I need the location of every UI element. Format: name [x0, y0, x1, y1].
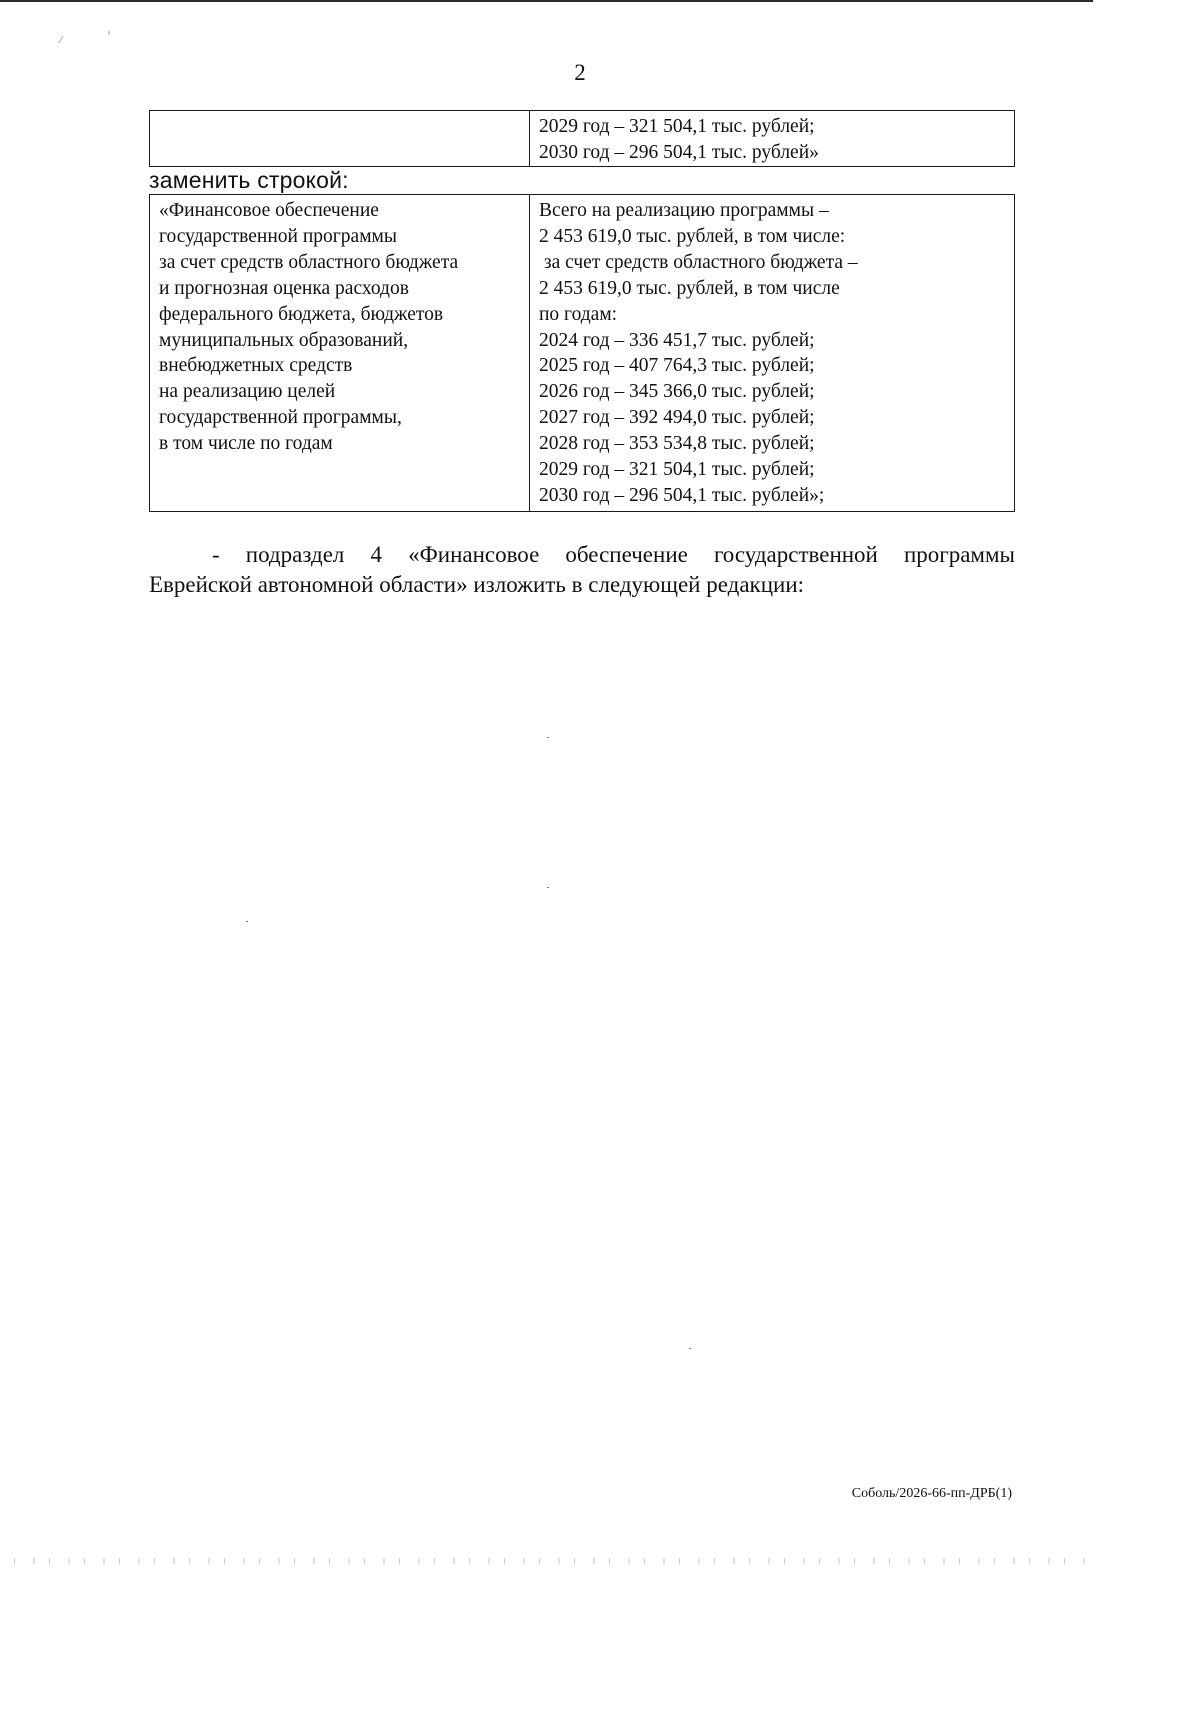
cell-line: 2024 год – 336 451,7 тыс. рублей;: [539, 329, 815, 351]
cell-line: и прогнозная оценка расходов: [159, 277, 409, 299]
page-number: 2: [574, 60, 586, 85]
cell-line: 2025 год – 407 764,3 тыс. рублей;: [539, 355, 815, 377]
cell-line: 2030 год – 296 504,1 тыс. рублей»: [539, 141, 819, 163]
table-cell-left: [150, 195, 530, 512]
cell-line: на реализацию целей: [159, 381, 336, 403]
scan-bottom-edge: [0, 1558, 1093, 1564]
scan-speck: [689, 1348, 691, 1349]
cell-line: муниципальных образований,: [159, 329, 409, 351]
cell-line: государственной программы,: [159, 407, 402, 429]
cell-line: государственной программы: [159, 225, 397, 247]
cell-line: 2029 год – 321 504,1 тыс. рублей;: [539, 459, 815, 481]
cell-line: 2028 год – 353 534,8 тыс. рублей;: [539, 433, 815, 455]
cell-line: 2029 год – 321 504,1 тыс. рублей;: [539, 116, 815, 137]
cell-line: внебюджетных средств: [159, 355, 353, 377]
scan-speck: [547, 737, 549, 738]
continued-table: [149, 110, 1015, 167]
table-row: [150, 111, 1015, 167]
cell-line: 2 453 619,0 тыс. рублей, в том числе:: [539, 225, 846, 247]
table-row: [150, 195, 1015, 512]
cell-line: в том числе по годам: [159, 433, 333, 455]
table-cell-right: [530, 195, 1015, 512]
scan-mark: ⁄: [60, 35, 62, 46]
document-code: Соболь/2026-66-пп-ДРБ(1): [851, 1486, 1012, 1501]
cell-line: 2027 год – 392 494,0 тыс. рублей;: [539, 407, 815, 429]
cell-line: «Финансовое обеспечение: [159, 200, 379, 221]
table-cell-right: [530, 111, 1015, 167]
cell-line: за счет средств областного бюджета: [159, 251, 459, 273]
cell-line: за счет средств областного бюджета –: [539, 251, 858, 273]
cell-line: 2030 год – 296 504,1 тыс. рублей»;: [539, 484, 825, 506]
table-cell-left: [150, 111, 530, 167]
amendment-paragraph-line2: Еврейской автономной области» изложить в следующей редакции:: [149, 572, 805, 597]
cell-line: Всего на реализацию программы –: [539, 200, 829, 221]
replace-label: заменить строкой:: [149, 167, 349, 193]
scan-top-edge: [0, 0, 1093, 2]
cell-line: 2026 год – 345 366,0 тыс. рублей;: [539, 381, 815, 403]
amendment-paragraph-line1: - подраздел 4 «Финансовое обеспечение государственной программы: [212, 542, 1015, 567]
scan-speck: [246, 921, 248, 922]
cell-line: по годам:: [539, 303, 618, 325]
scan-mark: ⁱ: [108, 30, 111, 41]
replacement-table: [149, 194, 1015, 512]
cell-line: федерального бюджета, бюджетов: [159, 303, 444, 325]
cell-line: 2 453 619,0 тыс. рублей, в том числе: [539, 277, 840, 299]
scan-speck: [547, 887, 549, 888]
